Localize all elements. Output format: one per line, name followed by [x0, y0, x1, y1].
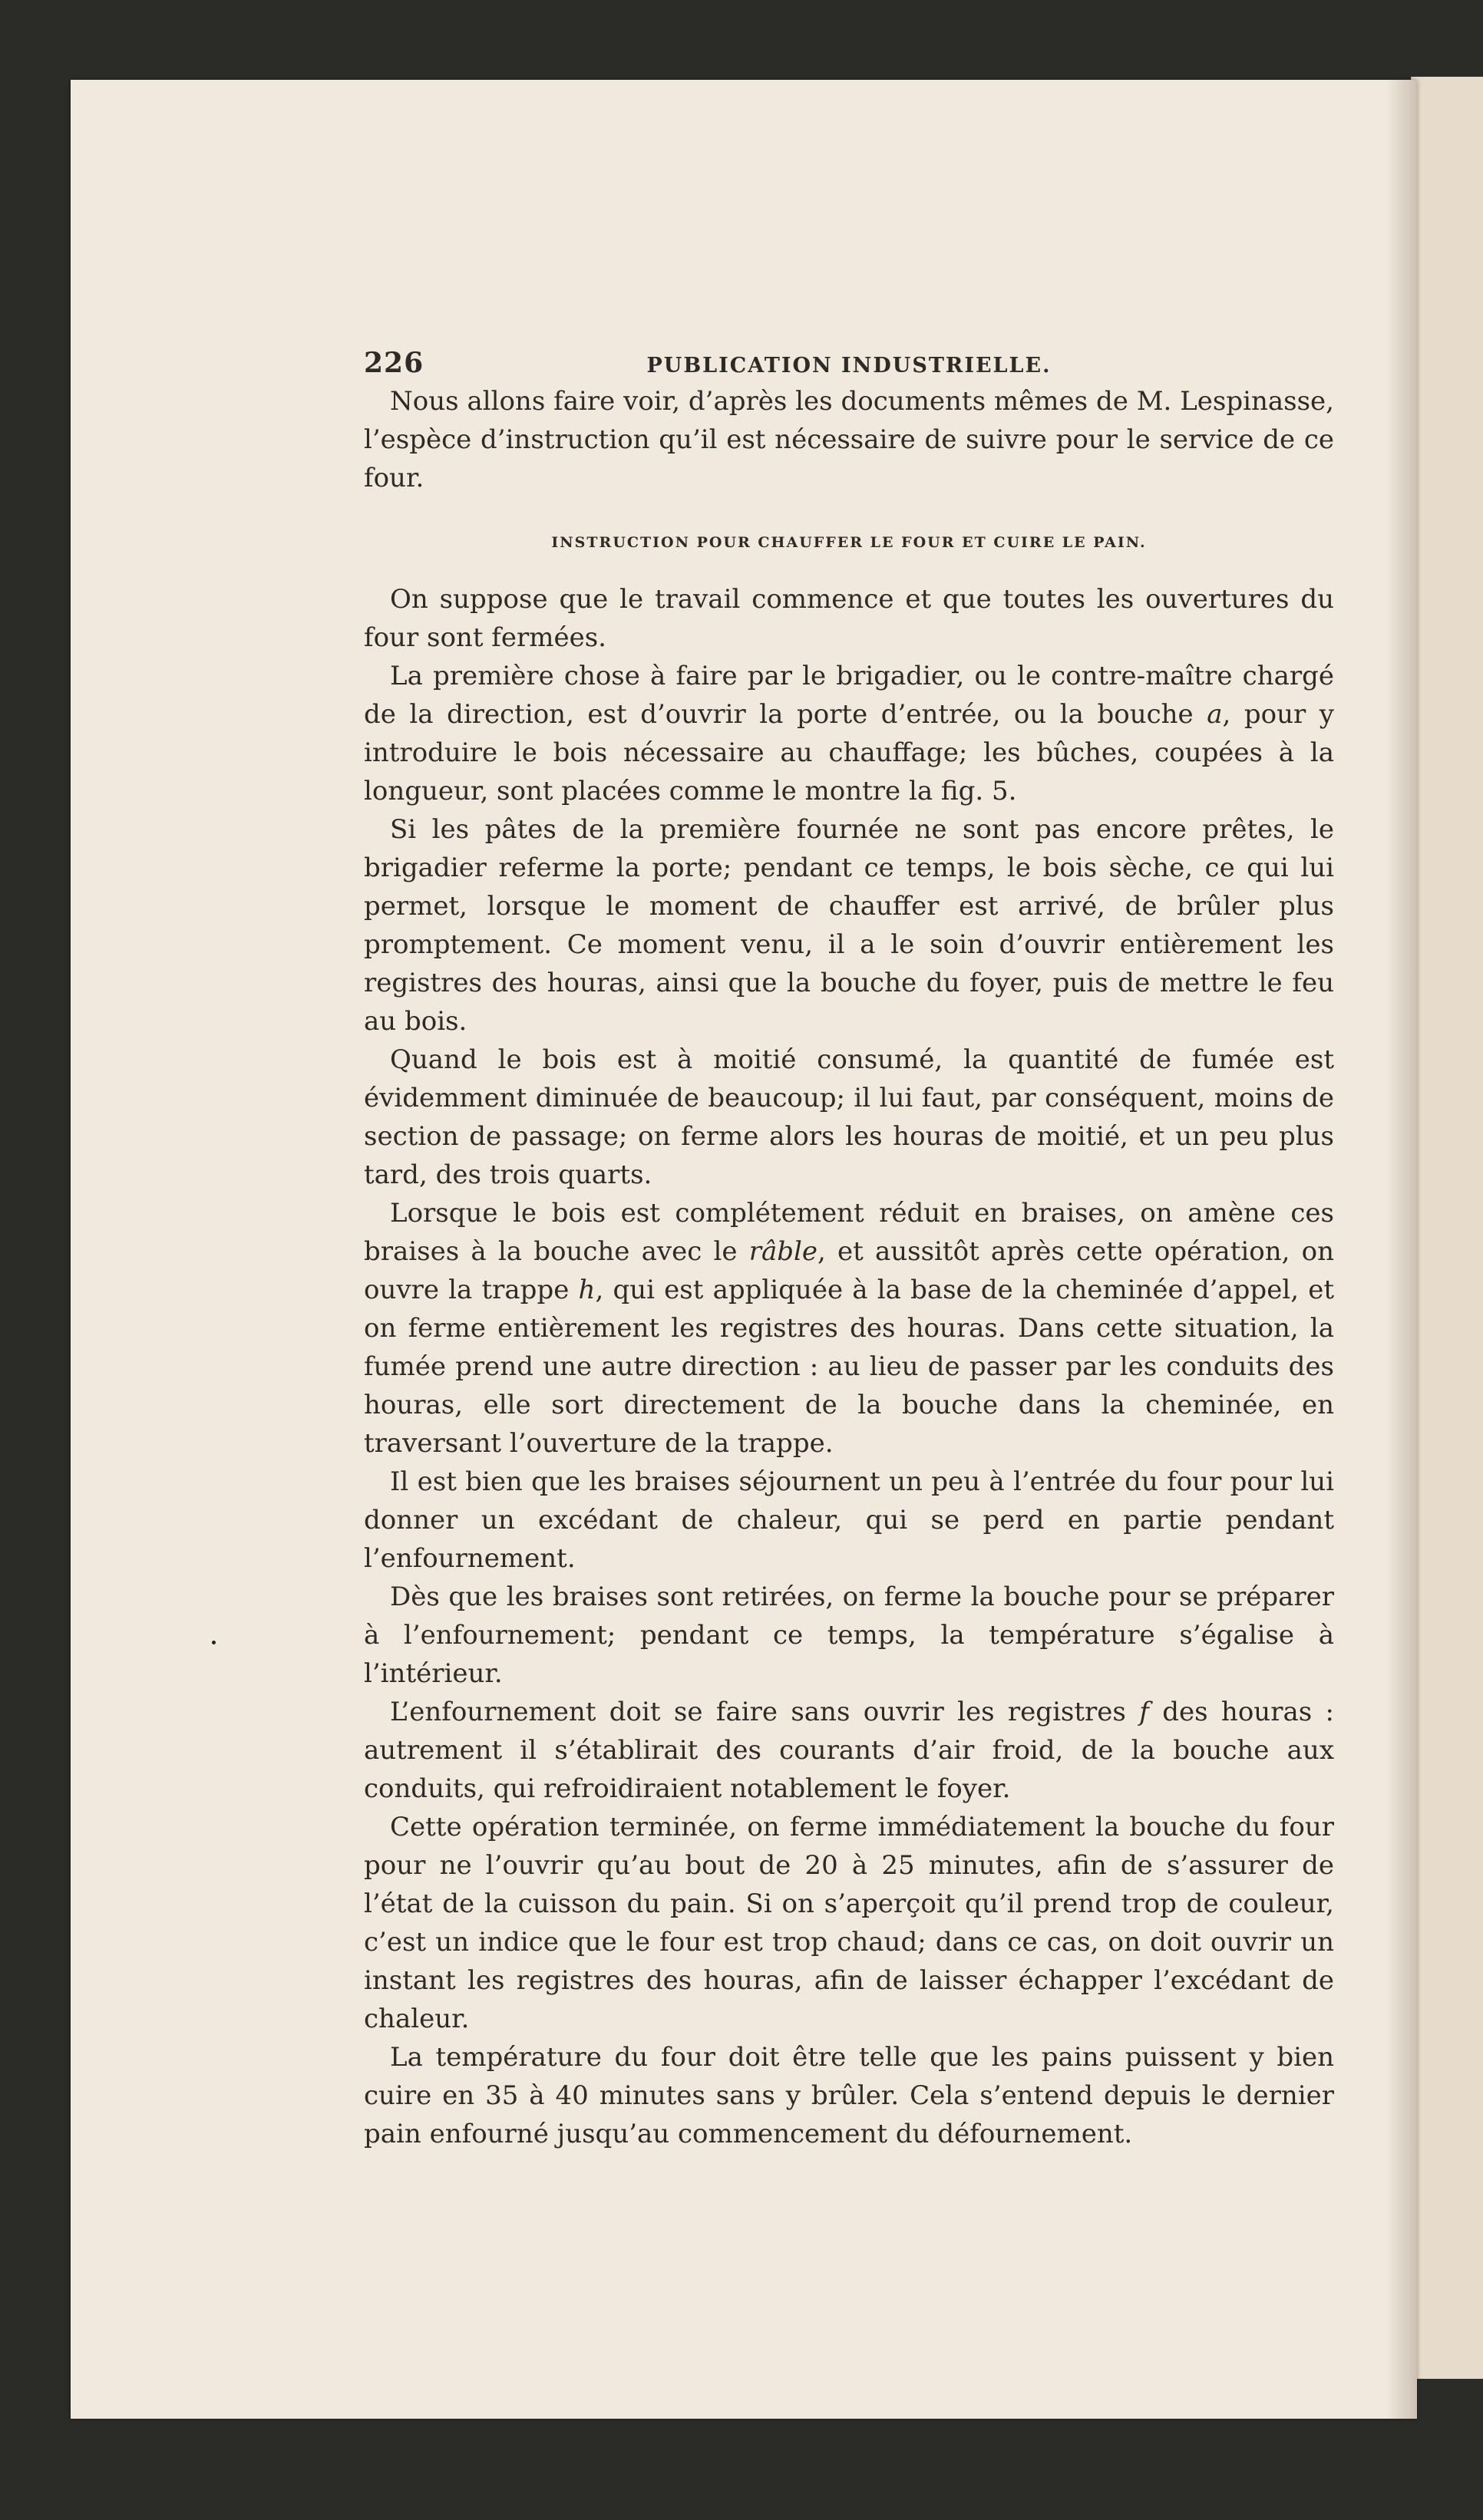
paragraph-8-text-b: des houras : autrement il s’établirait des courants d’air froid, de la bouche aux conduits, qui refroidiraient notablement le foyer.: [364, 1697, 1334, 1804]
paragraph-5-text-b: , et aussitôt après cette opération, on ouvre la trappe: [364, 1236, 1334, 1305]
ink-speck: [212, 1641, 216, 1644]
running-title: PUBLICATION INDUSTRIELLE.: [646, 354, 1052, 378]
gutter-shadow: [1386, 80, 1417, 2419]
page-text: [364, 341, 1334, 2153]
paragraph-1: On suppose que le travail commence et que toutes les ouvertures du four sont fermées.: [364, 584, 1334, 653]
paragraph-4: Quand le bois est à moitié consumé, la quantité de fumée est évidemment diminuée de beaucoup; il lui faut, par conséquent, moins de section de passage; on ferme alors les houras de moitié, et un peu plus tard, des trois quarts.: [364, 1044, 1334, 1190]
variable-f: f: [1139, 1697, 1149, 1727]
paragraph-2-text-a: La première chose à faire par le brigadier, ou le contre-maître chargé de la direction, est d’ouvrir la porte d’entrée, ou la bouche: [364, 661, 1334, 730]
page-number: 226: [364, 347, 424, 379]
paragraph-5: [364, 1194, 1334, 1463]
paragraph-3: Si les pâtes de la première fournée ne sont pas encore prêtes, le brigadier referme la porte; pendant ce temps, le bois sèche, ce qui lui permet, lorsque le moment de chauffer est arrivé, de brûler plus promptement. Ce moment venu, il a le soin d’ouvrir entièrement les registres des houras, ainsi que la bouche du foyer, puis de mettre le feu au bois.: [364, 814, 1334, 1037]
paragraph-2-text-b: , pour y introduire le bois nécessaire au chauffage; les bûches, coupées à la longueur, sont placées comme le montre la fig. 5.: [364, 699, 1335, 806]
paragraph-5-text-a: Lorsque le bois est complétement réduit en braises, on amène ces braises à la bouche avec le: [364, 1198, 1334, 1267]
paragraph-2: [364, 657, 1334, 810]
variable-h: h: [578, 1275, 596, 1305]
paragraph-7: Dès que les braises sont retirées, on ferme la bouche pour se préparer à l’enfournement; pendant ce temps, la température s’égalise à l’intérieur.: [364, 1582, 1334, 1689]
paragraph-9: Cette opération terminée, on ferme immédiatement la bouche du four pour ne l’ouvrir qu’au bout de 20 à 25 minutes, afin de s’assurer de l’état de la cuisson du pain. Si on s’aperçoit qu’il prend trop de couleur, c’est un indice que le four est trop chaud; dans ce cas, on doit ouvrir un instant les registres des houras, afin de laisser échapper l’excédant de chaleur.: [364, 1812, 1334, 2034]
section-heading: INSTRUCTION POUR CHAUFFER LE FOUR ET CUIRE LE PAIN.: [551, 534, 1147, 551]
variable-a: a: [1207, 699, 1223, 730]
facing-page-edge: [1411, 77, 1483, 2379]
tool-name: râble: [748, 1236, 817, 1267]
paragraph-8: [364, 1693, 1334, 1808]
paragraph-8-text-a: L’enfournement doit se faire sans ouvrir les registres: [390, 1697, 1140, 1727]
paragraph-5-text-c: , qui est appliquée à la base de la cheminée d’appel, et on ferme entièrement les registres des houras. Dans cette situation, la fumée prend une autre direction : au lieu de passer par les conduits des houras, elle sort directement de la bouche dans la cheminée, en traversant l’ouverture de la trappe.: [364, 1275, 1334, 1459]
paragraph-6: Il est bien que les braises séjournent un peu à l’entrée du four pour lui donner un excédant de chaleur, qui se perd en partie pendant l’enfournement.: [364, 1466, 1334, 1574]
intro-paragraph: Nous allons faire voir, d’après les documents mêmes de M. Lespinasse, l’espèce d’instruction qu’il est nécessaire de suivre pour le service de ce four.: [364, 386, 1334, 493]
paragraph-10: La température du four doit être telle que les pains puissent y bien cuire en 35 à 40 minutes sans y brûler. Cela s’entend depuis le dernier pain enfourné jusqu’au commencement du défournement.: [364, 2042, 1334, 2149]
running-head: [364, 341, 1334, 382]
